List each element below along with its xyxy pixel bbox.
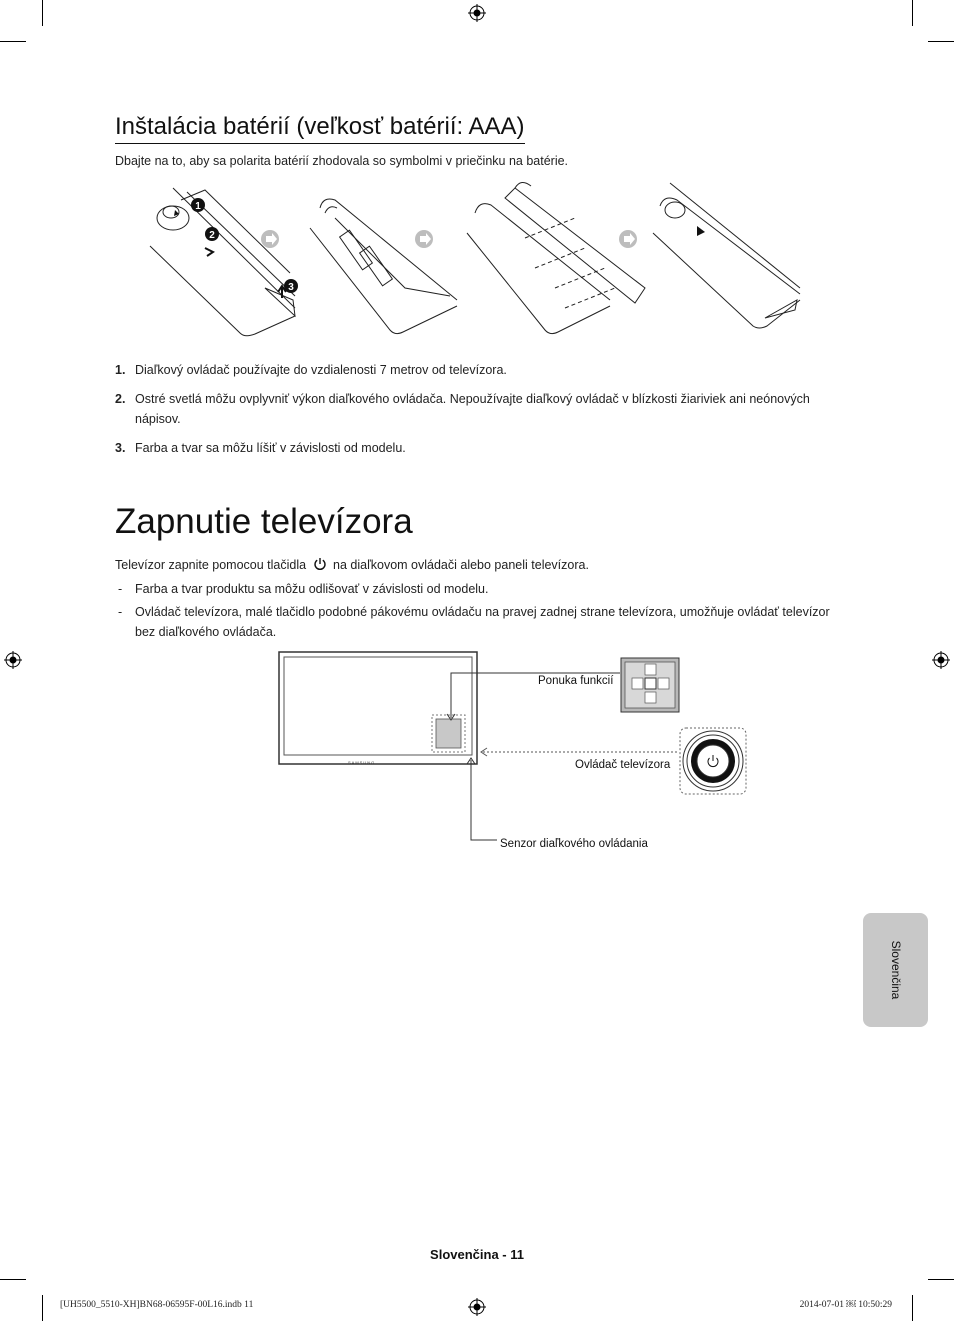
note-text: Diaľkový ovládač používajte do vzdialenosti 7 metrov od televízora.	[135, 363, 507, 377]
battery-installation-illustration	[145, 178, 815, 340]
registration-mark-icon	[932, 651, 950, 669]
bullet-item: - Farba a tvar produktu sa môžu odlišovať v závislosti od modelu.	[115, 579, 835, 599]
step-badge: 3	[288, 282, 294, 293]
battery-section-title: Inštalácia batérií (veľkosť batérií: AAA)	[115, 112, 525, 144]
note-text: Ostré svetlá môžu ovplyvniť výkon diaľkového ovládača. Nepoužívajte diaľkový ovládač v blízkosti žiariviek ani neónových nápisov.	[135, 392, 810, 426]
registration-mark-icon	[4, 651, 22, 669]
note-number: 2.	[115, 392, 126, 406]
crop-mark	[928, 41, 954, 42]
power-intro-before: Televízor zapnite pomocou tlačidla	[115, 558, 307, 572]
power-section-title: Zapnutie televízora	[115, 502, 413, 541]
power-intro-after: na diaľkovom ovládači alebo paneli televízora.	[333, 558, 589, 572]
step-badge: 1	[195, 201, 201, 212]
crop-mark	[0, 1279, 26, 1280]
power-intro	[115, 555, 589, 575]
note-text: Farba a tvar sa môžu líšiť v závislosti od modelu.	[135, 441, 406, 455]
crop-mark	[912, 0, 913, 26]
print-file-info: [UH5500_5510-XH]BN68-06595F-00L16.indb 11	[60, 1300, 254, 1310]
tv-diagram	[275, 648, 755, 858]
bullet-text: Farba a tvar produktu sa môžu odlišovať v závislosti od modelu.	[135, 582, 489, 596]
crop-mark	[0, 41, 26, 42]
page-number: Slovenčina - 11	[430, 1247, 524, 1262]
tv-brand-logo: SAMSUNG	[348, 760, 376, 765]
note-number: 3.	[115, 441, 126, 455]
language-side-tab	[863, 913, 928, 1027]
bullet-text: Ovládač televízora, malé tlačidlo podobné pákovému ovládaču na pravej zadnej strane televízora, umožňuje ovládať televízor bez diaľkového ovládača.	[135, 605, 830, 639]
note-item	[115, 438, 835, 458]
registration-mark-icon	[468, 1298, 486, 1316]
power-icon	[313, 557, 327, 571]
bullet-item: - Ovládač televízora, malé tlačidlo podobné pákovému ovládaču na pravej zadnej strane televízora, umožňuje ovládať televízor bez diaľkového ovládača.	[115, 602, 835, 642]
crop-mark	[912, 1295, 913, 1321]
function-menu-label: Ponuka funkcií	[538, 675, 614, 687]
crop-mark	[42, 1295, 43, 1321]
tv-controller-label: Ovládač televízora	[575, 759, 671, 771]
battery-intro: Dbajte na to, aby sa polarita batérií zhodovala so symbolmi v priečinku na batérie.	[115, 154, 569, 168]
note-number: 1.	[115, 363, 126, 377]
crop-mark	[42, 0, 43, 26]
registration-mark-icon	[468, 4, 486, 22]
remote-sensor-label: Senzor diaľkového ovládania	[500, 838, 648, 850]
step-badge: 2	[209, 230, 215, 241]
crop-mark	[928, 1279, 954, 1280]
print-date-info: 2014-07-01 ￼ 10:50:29	[799, 1300, 892, 1310]
note-item	[115, 389, 835, 429]
note-item	[115, 360, 835, 380]
language-side-tab-label: Slovenčina	[888, 940, 903, 1000]
